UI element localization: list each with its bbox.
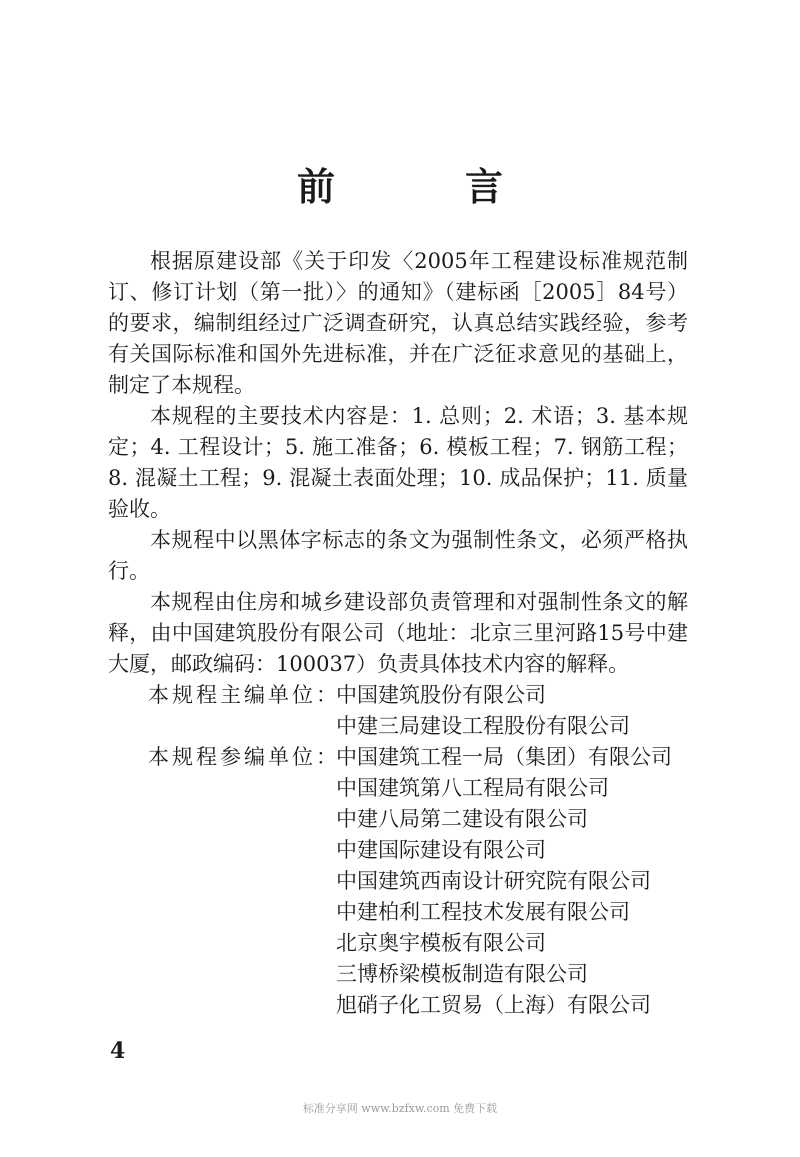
chief-units-list [336, 680, 630, 742]
chief-units-block [148, 680, 708, 1021]
page-number: 4 [110, 1038, 126, 1064]
chief-units-label: 本规程主编单位： [148, 683, 340, 707]
chief-unit-name: 中建三局建设工程股份有限公司 [336, 714, 630, 738]
page-title: 前 言 [296, 165, 549, 209]
participating-unit-name: 旭硝子化工贸易（上海）有限公司 [336, 993, 651, 1017]
paragraph-basis: 根据原建设部《关于印发〈2005年工程建设标准规范制订、修订计划（第一批）〉的通知》（建标函［2005］84号）的要求，编制组经过广泛调查研究，认真总结实践经验，参考有关国际标准和国外先进标准，并在广泛征求意见的基础上，制定了本规程。 [108, 249, 688, 397]
preface-body [108, 246, 688, 680]
chief-unit-name: 中国建筑股份有限公司 [336, 683, 546, 707]
participating-units-list [336, 742, 672, 1021]
participating-unit-name: 中建国际建设有限公司 [336, 838, 546, 862]
participating-units-label: 本规程参编单位： [148, 745, 340, 769]
paragraph-mandatory: 本规程中以黑体字标志的条文为强制性条文，必须严格执行。 [108, 528, 688, 583]
paragraph-contents: 本规程的主要技术内容是：1. 总则；2. 术语；3. 基本规定；4. 工程设计；5. 施工准备；6. 模板工程；7. 钢筋工程；8. 混凝土工程；9. 混凝土表面处理；10. 成品保护；11. 质量验收。 [108, 404, 688, 521]
paragraph-management: 本规程由住房和城乡建设部负责管理和对强制性条文的解释，由中国建筑股份有限公司（地址：北京三里河路15号中建大厦，邮政编码：100037）负责具体技术内容的解释。 [108, 590, 688, 676]
participating-unit-name: 中国建筑西南设计研究院有限公司 [336, 869, 651, 893]
participating-unit-name: 中建八局第二建设有限公司 [336, 807, 588, 831]
participating-unit-name: 北京奥宇模板有限公司 [336, 931, 546, 955]
participating-unit-name: 中建柏利工程技术发展有限公司 [336, 900, 630, 924]
chief-units-row [148, 680, 708, 742]
participating-unit-name: 中国建筑工程一局（集团）有限公司 [336, 745, 672, 769]
participating-units-row [148, 742, 708, 1021]
participating-unit-name: 三博桥梁模板制造有限公司 [336, 962, 588, 986]
watermark-text: 标准分享网 www.bzfxw.com 免费下载 [302, 1102, 498, 1115]
participating-unit-name: 中国建筑第八工程局有限公司 [336, 776, 609, 800]
